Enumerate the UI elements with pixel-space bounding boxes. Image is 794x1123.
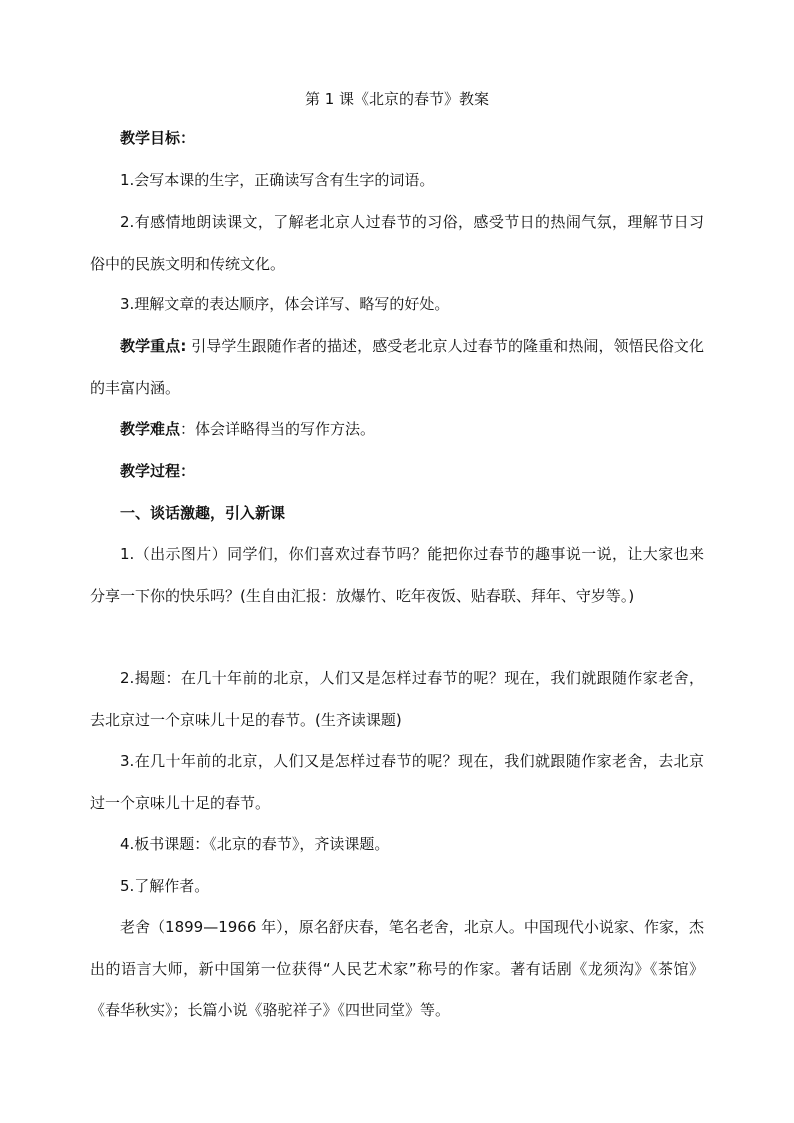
author-intro: 老舍（1899—1966 年），原名舒庆春，笔名老舍，北京人。中国现代小说家、作家，杰出的语言大师，新中国第一位获得“人民艺术家”称号的作家。著有话剧《龙须沟》《茶馆》《春华秋实》；长篇小说《骆驼祥子》《四世同堂》等。 (90, 918, 704, 1019)
key-points-label: 教学重点: (120, 337, 187, 355)
process-heading: 教学过程： (120, 462, 196, 480)
goals-heading: 教学目标： (120, 129, 196, 147)
step-1: 1.（出示图片）同学们，你们喜欢过春节吗？能把你过春节的趣事说一说，让大家也来分享一下你的快乐吗？(生自由汇报：放爆竹、吃年夜饭、贴春联、拜年、守岁等。) (90, 545, 704, 605)
difficulty-text: ：体会详略得当的写作方法。 (180, 420, 376, 438)
difficulty (90, 409, 704, 451)
section-1-heading: 一、谈话激趣，引入新课 (120, 504, 286, 522)
difficulty-label: 教学难点 (120, 420, 181, 438)
key-points (90, 326, 704, 409)
key-points-text: 引导学生跟随作者的描述，感受老北京人过春节的隆重和热闹，领悟民俗文化的丰富内涵。 (90, 337, 704, 397)
step-3: 3.在几十年前的北京，人们又是怎样过春节的呢？现在，我们就跟随作家老舍，去北京过一个京味儿十足的春节。 (90, 752, 704, 812)
lesson-title: 第 1 课《北京的春节》教案 (304, 90, 490, 108)
goal-1: 1.会写本课的生字，正确读写含有生字的词语。 (120, 171, 435, 189)
step-5: 5.了解作者。 (120, 877, 210, 895)
goal-3: 3.理解文章的表达顺序，体会详写、略写的好处。 (120, 295, 450, 313)
goal-2: 2.有感情地朗读课文，了解老北京人过春节的习俗，感受节日的热闹气氛，理解节日习俗中的民族文明和传统文化。 (90, 213, 704, 273)
step-2: 2.揭题：在几十年前的北京，人们又是怎样过春节的呢？现在，我们就跟随作家老舍，去北京过一个京味儿十足的春节。(生齐读课题) (90, 669, 704, 729)
step-4: 4.板书课题：《北京的春节》，齐读课题。 (120, 835, 390, 853)
